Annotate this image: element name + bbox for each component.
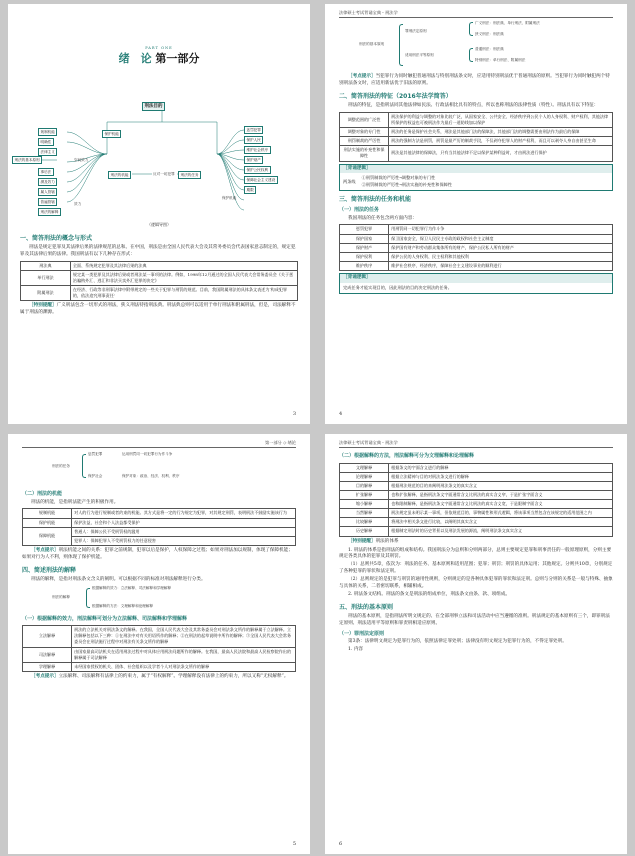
table-row [340,527,613,536]
tip-text: 立法解释、司法解释有法律上的约束力，属于“有权解释”。学理解释没有法律上的约束力，所以又称“无权解释”。 [58,673,289,679]
table-cell: 保护国家 [340,234,389,243]
mindmap-node: 保护机能 [102,130,121,138]
mindmap-node: 事后法 [38,168,54,176]
diagram-branch-text: 运用刑罚同一切犯罪行为作斗争 [122,452,173,456]
table-cell: 刑法保护的利益与调整的对象比较广泛，从国家安全、公共安全、经济秩序到公民个人的人身权利、财产权利，其他法律所保护的权益也可被刑法作为最后一道防线加以保护 [389,112,613,127]
page4-body [339,72,613,296]
diagram-mid: 罪刑法定原则 [405,29,427,33]
table-cell: 刑法典 [21,261,71,270]
tip-tag: ［特别提醒］ [29,303,57,309]
table-cell: 扩张解释 [340,490,389,499]
table-cell: 规制机能 [23,509,72,518]
exam-tip [22,674,296,681]
table-row [21,270,298,285]
table-cell: 论理解释 [340,472,389,481]
table-row [340,252,613,261]
box-line: ①刑罚制裁的严厉性→调整对象的专门性 [361,175,436,181]
table-cell: 根据刑法规范的目的来阐明刑法条文的真实含义 [389,481,613,490]
table-cell: 普通人：保障公民不受刑罚权的滥用 [72,527,296,536]
table-row [340,243,613,252]
table-row [23,527,296,536]
exam-tip [22,548,296,562]
table-row [340,261,613,270]
tip-text: 刑法的体系 [375,538,399,544]
mindmap-node: 刑法的任务 [178,171,201,179]
box-body: 完成任务才能实现目的，因此刑法的目的决定刑法的任务。 [343,284,452,290]
table-row [340,234,613,243]
paragraph: 我国刑法的任务包含两方面内容： [348,215,417,221]
box-body [340,173,612,190]
mindmap-label: 反对一切犯罪 [153,172,175,176]
page-number: 5 [292,840,296,847]
table-row [340,112,613,127]
diagram-leaf: 广义刑法：刑法典、单行刑法、附属刑法 [475,21,540,25]
subsection-title: （二）根据解释的方法，刑法解释可分为文理解释和论理解释 [339,453,475,459]
interpretation-diagram [22,585,296,613]
table-cell: 用刑罚同一切犯罪行为作斗争 [389,225,613,234]
table-cell: 调整范围的广泛性 [340,112,389,127]
brace [469,48,473,62]
mindmap-node: 刑法的基本原则 [12,156,42,164]
table-cell: 单行刑法 [21,270,71,285]
table-cell: 在经济、行政等非刑事法律中附带规定的一些关于犯罪与刑罚的规范。目前，我国附属刑法的具体条文表述为‘构成犯罪的，依法追究刑事责任’ [70,286,297,301]
tip-tag: ［考点提示］ [348,74,376,79]
table-cell: 保护国有财产和劳动群众集体所有的财产，保护公民私人所有的财产 [389,243,613,252]
diagram-mid: 适用刑法平等原则 [405,53,434,57]
paragraph: 刑法的特征，是指刑法同其他法律如民法、行政法相比具有的特点，所以也称刑法的法律性质（特性）。刑法具有以下特征： [348,102,599,108]
mindmap-node: 刑法的机能 [108,171,131,179]
diagram-leaf: 狭义刑法：刑法典 [475,32,504,36]
table-cell: 也称限制解释，是指刑法条文字面通常含义比刑法的真实含义宽，于是限制字面含义 [389,500,613,509]
diagram-branch: 根据解释的效力：立法解释、司法解释和学理解释 [92,585,172,590]
diagram-branch: 根据解释的方法：文理解释和论理解释 [92,603,154,608]
table-cell: 附属刑法 [21,286,71,301]
forms-table [20,261,298,302]
recite-logic-box [339,273,613,294]
brace [399,24,403,66]
table-cell: 刑罚制裁的严厉性 [340,137,389,146]
table-cell: 保障机能 [23,527,72,545]
table-cell: 犯罪人：保障犯罪人不受刑罚权力的任意侵害 [72,536,296,545]
mindmap-node: 属人管辖 [38,188,57,196]
table-row [340,518,613,527]
diagram-leaf: 特别刑法：单行刑法、附属刑法 [475,58,526,62]
table-cell: 保护法益，社会和个人法益都受保护 [72,518,296,527]
table-cell: 保护公民的人身权利、民主权利和其他权利 [389,252,613,261]
table-cell: 刑法的任务是保护社会关系，刑法是其他部门法的保障法，其他部门法的调整需要由刑法作为最后的保障 [389,127,613,136]
paragraph: 2. 刑法条文结构。刑法的条文是刑法的组成单位，刑法条文由条、款、项组成。 [348,591,511,597]
table-row [23,647,296,662]
mindmap-node: 保障社会主义建设 [244,176,278,184]
running-head: 法律硕士考试背诵宝典・刑法学 [339,10,613,18]
table-cell: 维护社会秩序、经济秩序，保障社会主义建设事业的顺利进行 [389,261,613,270]
table-row [340,146,613,161]
table-row [340,509,613,518]
table-cell: 学理解释 [23,662,72,671]
table-cell: 全面、系统规定犯罪及其法律后果的法典 [70,261,297,270]
diagram-branch-text: 保护对象：政治、经济、权利、秩序 [122,474,180,478]
table-cell: 保护机能 [23,518,72,527]
table-cell: 文理解释 [340,463,389,472]
page-number: 4 [339,410,343,417]
mindmap-node: 惩罚犯罪 [244,126,263,134]
table-cell: 刑法的强制方法是刑罚，刑罚是最严厉的制裁手段，不仅剥夺犯罪人的财产权利，而且可以剥夺人身自由甚至生命 [389,137,613,146]
mindmap-node: 刑法的解释 [38,208,61,216]
table-row [21,261,298,270]
box-title: ［背诵逻辑］ [340,274,612,283]
box-title: ［背诵逻辑］ [340,165,612,174]
special-reminder [339,539,613,546]
paragraph: 1. 刑法的体系是指刑法的组成和结构。我国刑法分为总则和分则两部分，总则主要规定犯罪和刑事责任的一般原理原则，分则主要规定各类具体的犯罪及其刑罚。 [339,547,612,560]
interpretation-method-table [339,463,613,537]
table-cell: 规定某一类犯罪及其法律后果或者刑法某一事项的法律。例如，1998年12月通过的全国人民代表大会常务委员会《关于惩治骗购外汇、逃汇和非法买卖外汇犯罪的决定》 [70,270,297,285]
section-title: 五、刑法的基本原则 [339,603,394,611]
mindmap-node: 期限 [244,186,256,194]
diagram-branch: 保护社会 [88,474,103,478]
table-cell: 保护财产 [340,243,389,252]
page-3 [8,4,310,424]
page5-body [22,488,296,683]
running-head: 法律硕士考试背诵宝典・刑法学 [339,440,613,448]
table-cell: 也称扩张解释，是指刑法条文字面通常含义比刑法的真实含义窄，于是扩张字面含义 [389,490,613,499]
table-row [340,481,613,490]
diagram-root: 刑法的基本原则 [359,42,385,46]
features-table [339,112,613,162]
subsection-title: （一）罪刑法定原则 [339,630,385,637]
table-cell: 保护权利 [340,252,389,261]
title-left: 绪 论 [118,52,152,66]
mindmap-node: 保护财产 [244,156,263,164]
table-cell: 历史解释 [340,527,389,536]
tasks-table [339,224,613,271]
section-title: 四、简述刑法的解释 [22,566,77,574]
paragraph: 刑法是规定犯罪及其法律后果的法律规范的总和。在中国，刑法是由全国人民代表大会及其常务委员会代表国家意志制定的，规定犯罪及其法律后果的法律。我国刑法有以下几种存在形式： [20,245,296,257]
mindmap-label: 空间效力 [74,158,89,162]
section-title: 二、简答刑法的特征（2016年法学简答） [339,92,452,100]
mindmap-node: 法律主义 [38,148,57,156]
table-cell: 刑法实施的补充性和保障性 [340,146,389,161]
table-cell: 刑法是其他法律的保障法，只有当其他法律不足以保护某种利益时，才由刑法进行保护 [389,146,613,161]
page-4 [325,4,627,424]
table-cell: 司法解释 [23,647,72,662]
mindmap-node: 明确性 [38,138,54,146]
special-reminder [20,303,298,317]
exam-tip [339,74,613,88]
mindmap-node: 维护社会秩序 [244,146,271,154]
diagram-leaf: 普通刑法：刑法典 [475,47,504,51]
title-right: 第一部分 [155,52,200,66]
interpretation-effect-table [22,625,296,672]
table-cell: 立法解释 [23,626,72,647]
subsection-title: （一）根据解释的效力，刑法解释可划分为立法解释、司法解释和学理解释 [22,615,188,622]
part-heading [8,46,310,68]
principles-diagram [339,20,613,68]
page-number: 6 [339,840,343,847]
page-6 [325,434,627,854]
tip-tag: ［考点提示］ [31,673,59,679]
diagram-root: 刑法的解释 [52,594,70,599]
brace [469,22,473,36]
table-cell: 维护秩序 [340,261,389,270]
mindmap-node: 保护人民 [244,136,263,144]
table-row [340,127,613,136]
table-cell: 根据制定刑法时的历史背景以及刑法发展的源流，阐明刑法条文真实含义 [389,527,613,536]
diagram-root: 刑法的任务 [52,464,70,468]
section-title: 三、简答刑法的任务和机能 [339,196,412,203]
table-cell: 根据条文的字面含义进行的解释 [389,463,613,472]
paragraph: （1）总则共5章，依次为：刑法的任务、基本原则和适用范围；犯罪；刑罚；刑罚的具体运用；其他规定。分则共10章，分别规定了各种犯罪的罪状和法定刑。 [339,562,613,575]
table-row [23,518,296,527]
table-cell: 当然解释 [340,509,389,518]
table-cell: 保卫国家安全，保卫人民民主专政的政权和社会主义制度 [389,234,613,243]
brace [86,588,90,608]
table-cell: 未经国家授权的机关、团体、社会组织以及学者个人对刑法条文所作的解释 [72,662,296,671]
mindmap-label: 效力 [74,202,82,206]
section-1 [20,230,298,319]
mindmap-center: 刑法目的 [142,102,165,111]
mindmap-label: 保护机能 [222,196,237,200]
tasks-diagram [22,450,296,484]
table-cell: 调整对象的专门性 [340,127,389,136]
subsection-title: （二）刑法的机能 [22,491,63,497]
table-row [23,626,296,647]
table-row [340,490,613,499]
table-cell: 由国家最高司法机关在适用刑法过程中对具体应用刑法问题所作的解释。在我国，最高人民法院和最高人民检察院作出的解释属于司法解释 [72,647,296,662]
mindmap-node: 溯及效力 [38,178,57,186]
diagram-branch: 惩罚犯罪 [88,452,103,456]
mindmap-node: 普遍管辖 [38,198,57,206]
paragraph: 刑法的解释，是指对刑法条文含义的阐明。可以根据不同的标准对刑法解释进行分类。 [31,576,206,582]
table-row [340,500,613,509]
table-row [340,225,613,234]
paragraph: 刑法的基本原则，是指刑法所明文规定的、在全部刑事立法和司法活动中应当遵循的准则。刑法规定的基本原则有三个，即罪刑法定原则、刑法适用平等原则和罪责刑相适应原则。 [339,613,610,626]
table-cell: 比较解释 [340,518,389,527]
box-label: 两条线 [343,178,356,184]
tip-tag: ［特别提醒］ [348,538,376,544]
page6-body [339,450,613,655]
section-title: 一、简答刑法的概念与形式 [20,235,93,242]
mindmap-caption: （逻辑导图） [147,222,171,227]
tip-tag: ［考点提示］ [31,547,59,553]
page-number: 3 [292,410,296,417]
tip-text: 当犯罪行为同时触犯普通刑法与特别刑法条文时，应适用特别刑法优于普通刑法的原则。当犯罪行为同时触犯两个特别刑法条文时，应适用新法优于旧法的原则。 [339,74,610,86]
table-cell: 缩小解释 [340,500,389,509]
table-row [23,662,296,671]
table-row [340,472,613,481]
tip-text: 广义刑法包含一切形式的刑法，狭义刑法特指刑法典。刑法典总则可以适用于单行刑法和附属刑法，但是，司法解释不属于刑法的渊源。 [20,303,296,316]
paragraph: （2）总则规定的是犯罪与刑罚的通用性规则，分则规定的是各种具体犯罪的罪状和法定刑。总则与分则的关系是一般与特殊、抽象与具体的关系，二者密切联系，相辅相成。 [339,577,613,589]
box-line: ②刑罚制裁的严厉性→刑法实施的补充性和保障性 [361,181,453,187]
table-cell: 根据立法精神与目的对刑法条文进行的解释 [389,472,613,481]
page-5 [8,434,310,854]
brace [82,454,86,478]
table-row [23,509,296,518]
tip-text: 刑法机能之间的关系：犯罪之前规制，犯罪以后是保护，人权保障之过程；如果对刑法加以规制，体现了保障机能；如果对行为人不利，则体现了保护机能。 [22,547,293,560]
paragraph: 刑法的机能，是指刑法能产生的积极作用。 [31,499,119,505]
mindmap-node: 保护公民权利 [244,166,271,174]
functions-table [22,508,296,546]
table-cell: 将刑法中相关条文进行比较，以阐明其真实含义 [389,518,613,527]
paragraph: 1. 内容 [348,646,364,652]
part-label: PART ONE [145,46,173,50]
table-cell: 刑法规定虽未明示某一事项，但依规范目的、事物属性和形式逻辑，将该事项当然包含在该规定的适用范围之内 [389,509,613,518]
table-row [21,286,298,301]
table-cell: 惩罚犯罪 [340,225,389,234]
table-row [340,137,613,146]
table-row [340,463,613,472]
mind-map [12,102,306,220]
table-cell: 刑法的立法机关对刑法条文的解释。在我国，全国人民代表大会及其常务委员会对刑法条文所作的解释属于立法解释。立法解释包括以下三种：①在刑法中对有关用语所作的解释；②在刑法的起草说明中所作的解释；③全国人民代表大会常务委员会在刑法施行过程中对刑法有关条文所作的解释 [72,626,296,647]
running-head: 第一部分 ◇ 绪论 [22,440,296,448]
recite-logic-box [339,164,613,191]
paragraph: 第3条：法律明文规定为犯罪行为的，依照法律定罪处刑；法律没有明文规定为犯罪行为的，不得定罪处刑。 [348,639,567,645]
table-cell: 目的解释 [340,481,389,490]
mindmap-node: 规制机能 [38,128,57,136]
table-cell: 对人的行为进行规制或者约束的机能。其方式是将一定的行为规定为犯罪，对其规定刑罚，表明刑法不鼓励实施该行为 [72,509,296,518]
subsection-title: （一）刑法的任务 [339,207,380,213]
